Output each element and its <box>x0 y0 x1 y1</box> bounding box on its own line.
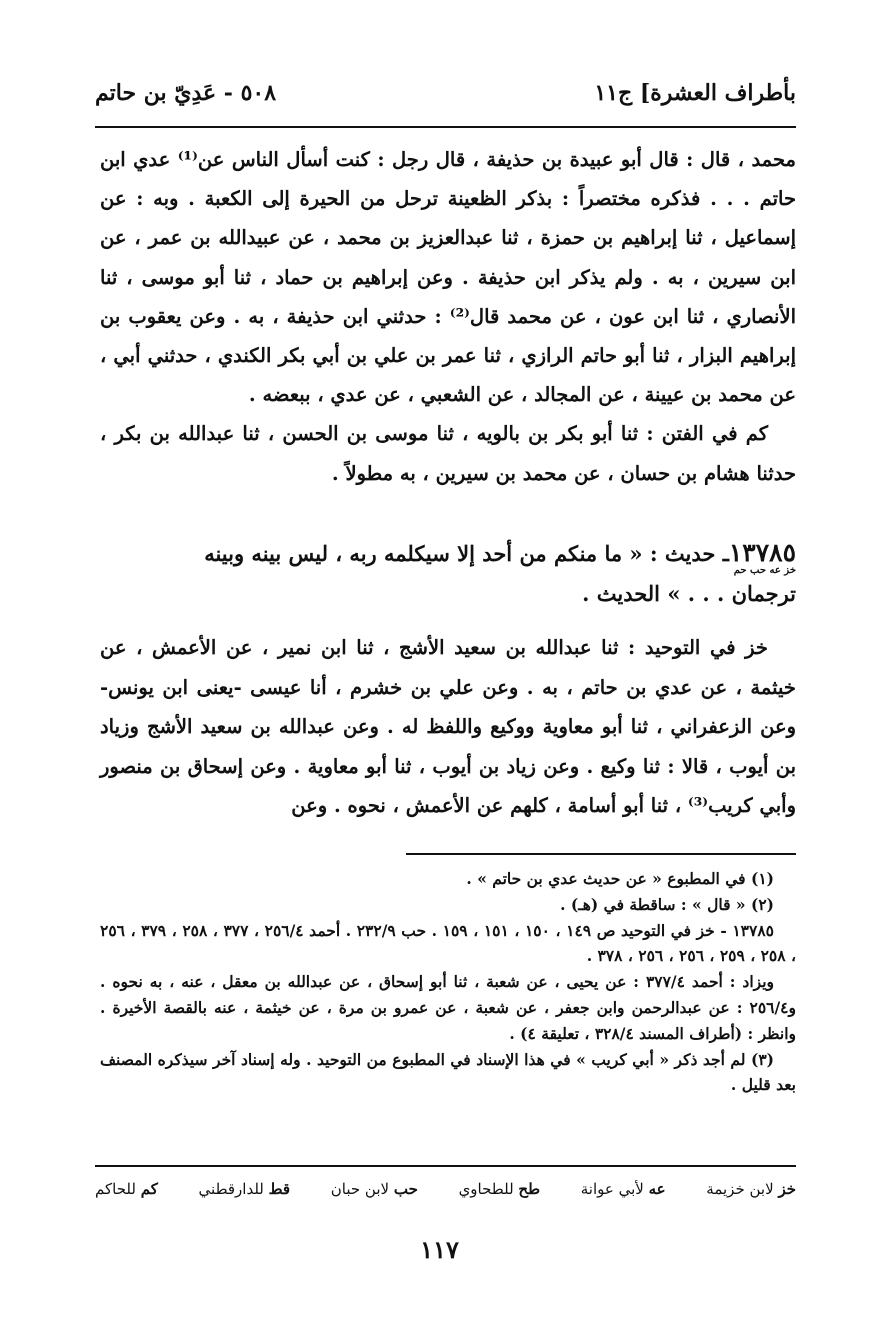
paragraph: كم في الفتن : ثنا أبو بكر بن بالويه ، ثنا موسى بن الحسن ، ثنا عبدالله بن بكر ، حدثنا هشام بن حسان ، عن محمد بن سيرين ، به مطولاً . <box>100 422 796 485</box>
abbreviation-item: طح للطحاوي <box>458 1180 541 1198</box>
hadith-text-continued: ترجمان . . . » الحديث . <box>582 581 796 606</box>
page-header <box>95 68 796 118</box>
footnote-rule <box>406 853 796 855</box>
hadith-heading <box>100 536 796 611</box>
footnote: (١) في المطبوع « عن حديث عدي بن حاتم » . <box>466 869 774 888</box>
header-chapter-title: ٥٠٨ - عَدِيّ بن حاتم <box>95 80 277 106</box>
footnote: (٣) لم أجد ذكر « أبي كريب » في هذا الإسناد في المطبوع من التوحيد . وله إسناد آخر سيذكره المصنف بعد قليل . <box>100 1049 796 1095</box>
abbreviations-rule <box>95 1165 796 1167</box>
footnote: ١٣٧٨٥ - خز في التوحيد ص ١٤٩ ، ١٥٠ ، ١٥١ ، ١٥٩ . حب ٢٣٢/٩ . أحمد ٢٥٦/٤ ، ٣٧٧ ، ٢٥٨ ، ٣٧٩ ، ٢٥٦ ، ٢٥٨ ، ٢٥٩ ، ٢٥٦ ، ٢٥٦ ، ٣٧٨ . <box>100 920 796 966</box>
abbreviation-item: خز لابن خزيمة <box>706 1180 796 1198</box>
paragraph: خز في التوحيد : ثنا عبدالله بن سعيد الأشج ، ثنا ابن نمير ، عن الأعمش ، عن خيثمة ، عن عدي بن حاتم ، به . وعن علي بن خشرم ، أنا عيسى -يعنى ابن يونس- وعن الزعفراني ، ثنا أبو معاوية ووكيع واللفظ له . وعن عبدالله بن سعيد الأشج وزياد بن أيوب ، قالا : ثنا وكيع . وعن زياد بن أيوب ، ثنا أبو معاوية . وعن إسحاق بن منصور وأبي كريب⁽³⁾ ، ثنا أبو أسامة ، كلهم عن الأعمش ، نحوه . وعن <box>100 636 796 817</box>
hadith-sigla: خز عه حب حم <box>733 565 796 576</box>
main-text-upper <box>100 140 796 493</box>
abbreviation-item: كم للحاكم <box>95 1180 158 1198</box>
page-number: ١١٧ <box>420 1235 459 1264</box>
hadith-text: ـ حديث : « ما منكم من أحد إلا سيكلمه ربه ، ليس بينه وبينه <box>204 541 729 566</box>
paragraph: محمد ، قال : قال أبو عبيدة بن حذيفة ، قال رجل : كنت أسأل الناس عن⁽¹⁾ عدي ابن حاتم . . . فذكره مختصراً : بذكر الظعينة ترحل من الحيرة إلى الكعبة . وبه : عن إسماعيل ، ثنا إبراهيم بن حمزة ، ثنا عبدالعزيز بن محمد ، عن عبيدالله بن عمر ، عن ابن سيرين ، به . ولم يذكر ابن حذيفة . وعن إبراهيم بن حماد ، ثنا أبو موسى ، ثنا الأنصاري ، ثنا ابن عون ، عن محمد قال⁽²⁾ : حدثني ابن حذيفة ، به . وعن يعقوب بن إبراهيم البزار ، ثنا أبو حاتم الرازي ، ثنا عمر بن علي بن أبي بكر الكندي ، حدثني أبي ، عن محمد بن عيينة ، عن المجالد ، عن الشعبي ، عن عدي ، ببعضه . <box>100 148 796 407</box>
hadith-heading-line <box>100 536 796 571</box>
abbreviations-key <box>95 1180 796 1198</box>
footnotes <box>100 866 796 1098</box>
hadith-number: ١٣٧٨٥ <box>728 538 796 567</box>
header-book-title: بأطراف العشرة] ج١١ <box>594 80 796 106</box>
footnote: ويزاد : أحمد ٣٧٧/٤ : عن يحيى ، عن شعبة ، ثنا أبو إسحاق ، عن عبدالله بن معقل ، عنه ، به نحوه . و٢٥٦/٤ : عن عبدالرحمن وابن جعفر ، عن شعبة ، عن عمرو بن مرة ، عن خيثمة ، عنه بالقصة الأخيرة . وانظر : (أطراف المسند ٣٢٨/٤ ، تعليقة ٤) . <box>100 972 796 1043</box>
header-rule <box>95 126 796 128</box>
main-text-lower <box>100 628 796 826</box>
abbreviation-item: قط للدارقطني <box>198 1180 291 1198</box>
footnote: (٢) « قال » : ساقطة في (هـ) . <box>560 894 774 914</box>
abbreviation-item: عه لأبي عوانة <box>580 1180 666 1198</box>
abbreviation-item: حب لابن حبان <box>330 1180 418 1198</box>
